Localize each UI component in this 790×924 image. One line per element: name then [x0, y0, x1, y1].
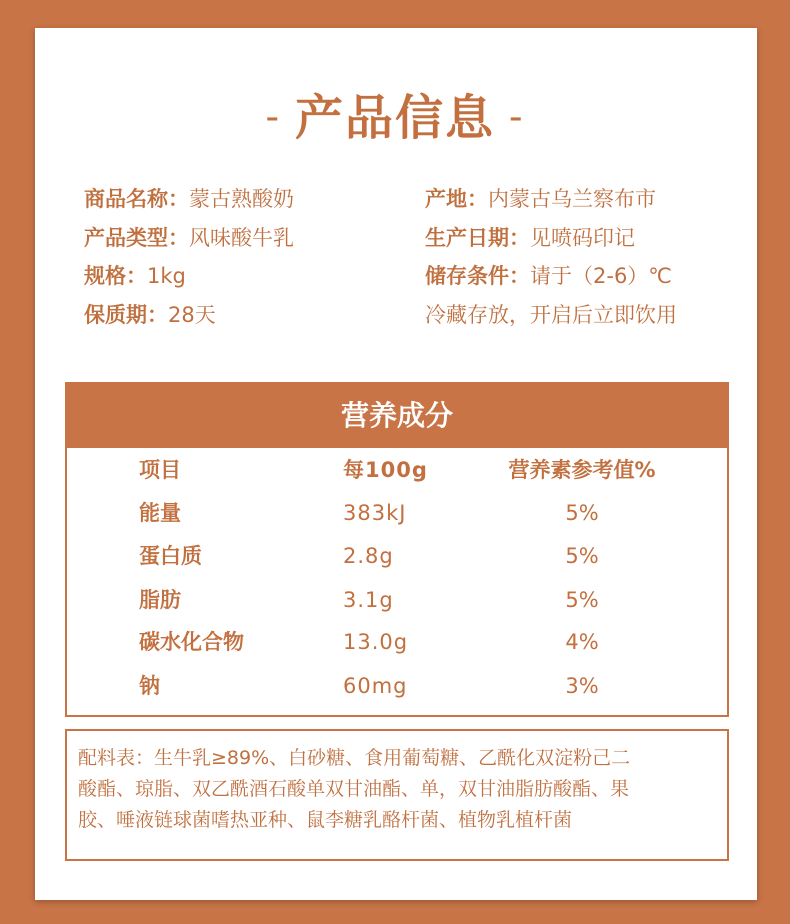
info-origin [425, 185, 656, 213]
nutrient-nrv: 5% [565, 544, 599, 568]
nutrition-header: 营养成分 [67, 384, 727, 448]
nutrient-name: 碳水化合物 [139, 630, 244, 654]
nutrient-nrv: 5% [565, 588, 599, 612]
info-value: 见喷码印记 [530, 226, 635, 250]
nutrient-nrv: 4% [565, 630, 599, 654]
info-value: 1kg [147, 264, 186, 288]
nutrition-column-headers [67, 450, 727, 490]
title-dash-right: - [509, 94, 525, 140]
nutrient-amount: 3.1g [343, 588, 394, 612]
nutrient-nrv: 5% [565, 501, 599, 525]
info-label: 规格： [84, 264, 147, 288]
info-value: 风味酸牛乳 [189, 226, 294, 250]
title-text: 产品信息 [294, 90, 495, 146]
info-label: 保质期： [84, 303, 168, 327]
nutrient-name: 脂肪 [139, 588, 181, 612]
page-title [0, 88, 790, 151]
info-storage [425, 262, 672, 290]
nutrient-amount: 383kJ [343, 501, 407, 525]
table-row [67, 580, 727, 620]
nutrient-name: 蛋白质 [139, 544, 202, 568]
info-value: 请于（2-6）℃ [530, 264, 672, 288]
info-value: 蒙古熟酸奶 [189, 187, 294, 211]
column-header-nrv: 营养素参考值% [508, 458, 656, 482]
table-row [67, 666, 727, 706]
info-spec [84, 262, 186, 290]
info-label: 产品类型： [84, 226, 189, 250]
info-label: 商品名称： [84, 187, 189, 211]
ingredients-line: 酸酯、琼脂、双乙酰酒石酸单双甘油酯、单，双甘油脂肪酸酯、果 [78, 778, 630, 800]
info-product-name [84, 185, 294, 213]
table-row [67, 536, 727, 576]
nutrient-name: 能量 [139, 501, 181, 525]
info-production-date [425, 224, 635, 252]
column-header-per-100g: 每100g [343, 458, 428, 482]
nutrition-table [65, 382, 729, 717]
nutrient-amount: 2.8g [343, 544, 394, 568]
table-row [67, 493, 727, 533]
info-value: 28天 [168, 303, 216, 327]
nutrient-amount: 60mg [343, 674, 408, 698]
table-row [67, 622, 727, 662]
info-value: 冷藏存放，开启后立即饮用 [425, 303, 677, 327]
ingredients-line: 胶、唾液链球菌嗜热亚种、鼠李糖乳酪杆菌、植物乳植杆菌 [78, 809, 573, 831]
info-label: 生产日期： [425, 226, 530, 250]
info-label: 产地： [425, 187, 488, 211]
info-product-type [84, 224, 294, 252]
ingredients-box [65, 729, 729, 861]
info-storage-continued [425, 301, 677, 329]
title-dash-left: - [265, 94, 281, 140]
nutrient-name: 钠 [139, 674, 160, 698]
info-shelf-life [84, 301, 216, 329]
nutrient-amount: 13.0g [343, 630, 409, 654]
column-header-item: 项目 [139, 458, 181, 482]
info-value: 内蒙古乌兰察布市 [488, 187, 656, 211]
info-label: 储存条件： [425, 264, 530, 288]
nutrient-nrv: 3% [565, 674, 599, 698]
ingredients-line: 配料表：生牛乳≥89%、白砂糖、食用葡萄糖、乙酰化双淀粉己二 [78, 747, 631, 769]
